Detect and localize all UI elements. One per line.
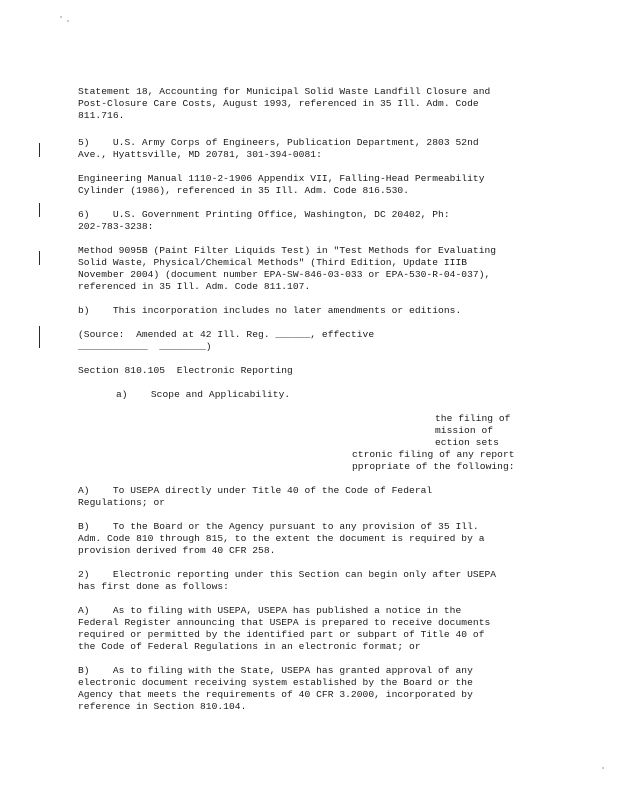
- revision-bar: [39, 143, 40, 157]
- text-line: b) This incorporation includes no later amendments or editions.: [78, 305, 462, 316]
- text-line: Ave., Hyattsville, MD 20781, 301-394-0081:: [78, 149, 322, 160]
- subsection-heading: a) Scope and Applicability.: [116, 389, 291, 400]
- text-line: Cylinder (1986), referenced in 35 Ill. Adm. Code 816.530.: [78, 185, 410, 196]
- text-line: the filing of: [435, 413, 511, 424]
- text-line: Federal Register announcing that USEPA is prepared to receive documents: [78, 617, 491, 628]
- text-line: Regulations; or: [78, 497, 166, 508]
- text-line: Agency that meets the requirements of 40 CFR 3.2000, incorporated by: [78, 689, 473, 700]
- text-line: Post-Closure Care Costs, August 1993, referenced in 35 Ill. Adm. Code: [78, 98, 479, 109]
- text-line: B) To the Board or the Agency pursuant to any provision of 35 Ill.: [78, 521, 479, 532]
- text-line: Method 9095B (Paint Filter Liquids Test) in "Test Methods for Evaluating: [78, 245, 497, 256]
- text-line: provision derived from 40 CFR 258.: [78, 545, 276, 556]
- revision-bar: [39, 251, 40, 265]
- text-line: reference in Section 810.104.: [78, 701, 247, 712]
- text-line: ctronic filing of any report: [352, 449, 515, 460]
- text-line: 2) Electronic reporting under this Section can begin only after USEPA: [78, 569, 497, 580]
- text-line: 5) U.S. Army Corps of Engineers, Publication Department, 2803 52nd: [78, 137, 479, 148]
- text-line: 202-783-3238:: [78, 221, 154, 232]
- text-line: 6) U.S. Government Printing Office, Washington, DC 20402, Ph:: [78, 209, 450, 220]
- text-line: the Code of Federal Regulations in an electronic format; or: [78, 641, 421, 652]
- source-note: (Source: Amended at 42 Ill. Reg. ______, effective: [78, 329, 375, 340]
- text-line: electronic document receiving system established by the Board or the: [78, 677, 473, 688]
- text-line: referenced in 35 Ill. Adm. Code 811.107.: [78, 281, 311, 292]
- text-line: has first done as follows:: [78, 581, 229, 592]
- text-line: November 2004) (document number EPA-SW-846-03-033 or EPA-530-R-04-037),: [78, 269, 491, 280]
- scan-speck: [60, 16, 62, 18]
- text-line: Solid Waste, Physical/Chemical Methods" (Third Edition, Update IIIB: [78, 257, 468, 268]
- text-line: A) To USEPA directly under Title 40 of the Code of Federal: [78, 485, 433, 496]
- text-line: 811.716.: [78, 110, 125, 121]
- text-line: ppropriate of the following:: [352, 461, 515, 472]
- scan-speck: [67, 20, 69, 22]
- revision-bar: [39, 203, 40, 217]
- text-line: A) As to filing with USEPA, USEPA has published a notice in the: [78, 605, 462, 616]
- text-line: Engineering Manual 1110-2-1906 Appendix VII, Falling-Head Permeability: [78, 173, 485, 184]
- text-line: ection sets: [435, 437, 499, 448]
- section-heading: Section 810.105 Electronic Reporting: [78, 365, 293, 376]
- text-line: required or permitted by the identified part or subpart of Title 40 of: [78, 629, 485, 640]
- text-line: Adm. Code 810 through 815, to the extent the document is required by a: [78, 533, 485, 544]
- scan-speck: [602, 767, 604, 769]
- text-line: B) As to filing with the State, USEPA has granted approval of any: [78, 665, 473, 676]
- source-note: ____________ ________): [78, 341, 212, 352]
- text-line: mission of: [435, 425, 494, 436]
- revision-bar: [39, 326, 40, 348]
- text-line: Statement 18, Accounting for Municipal Solid Waste Landfill Closure and: [78, 86, 491, 97]
